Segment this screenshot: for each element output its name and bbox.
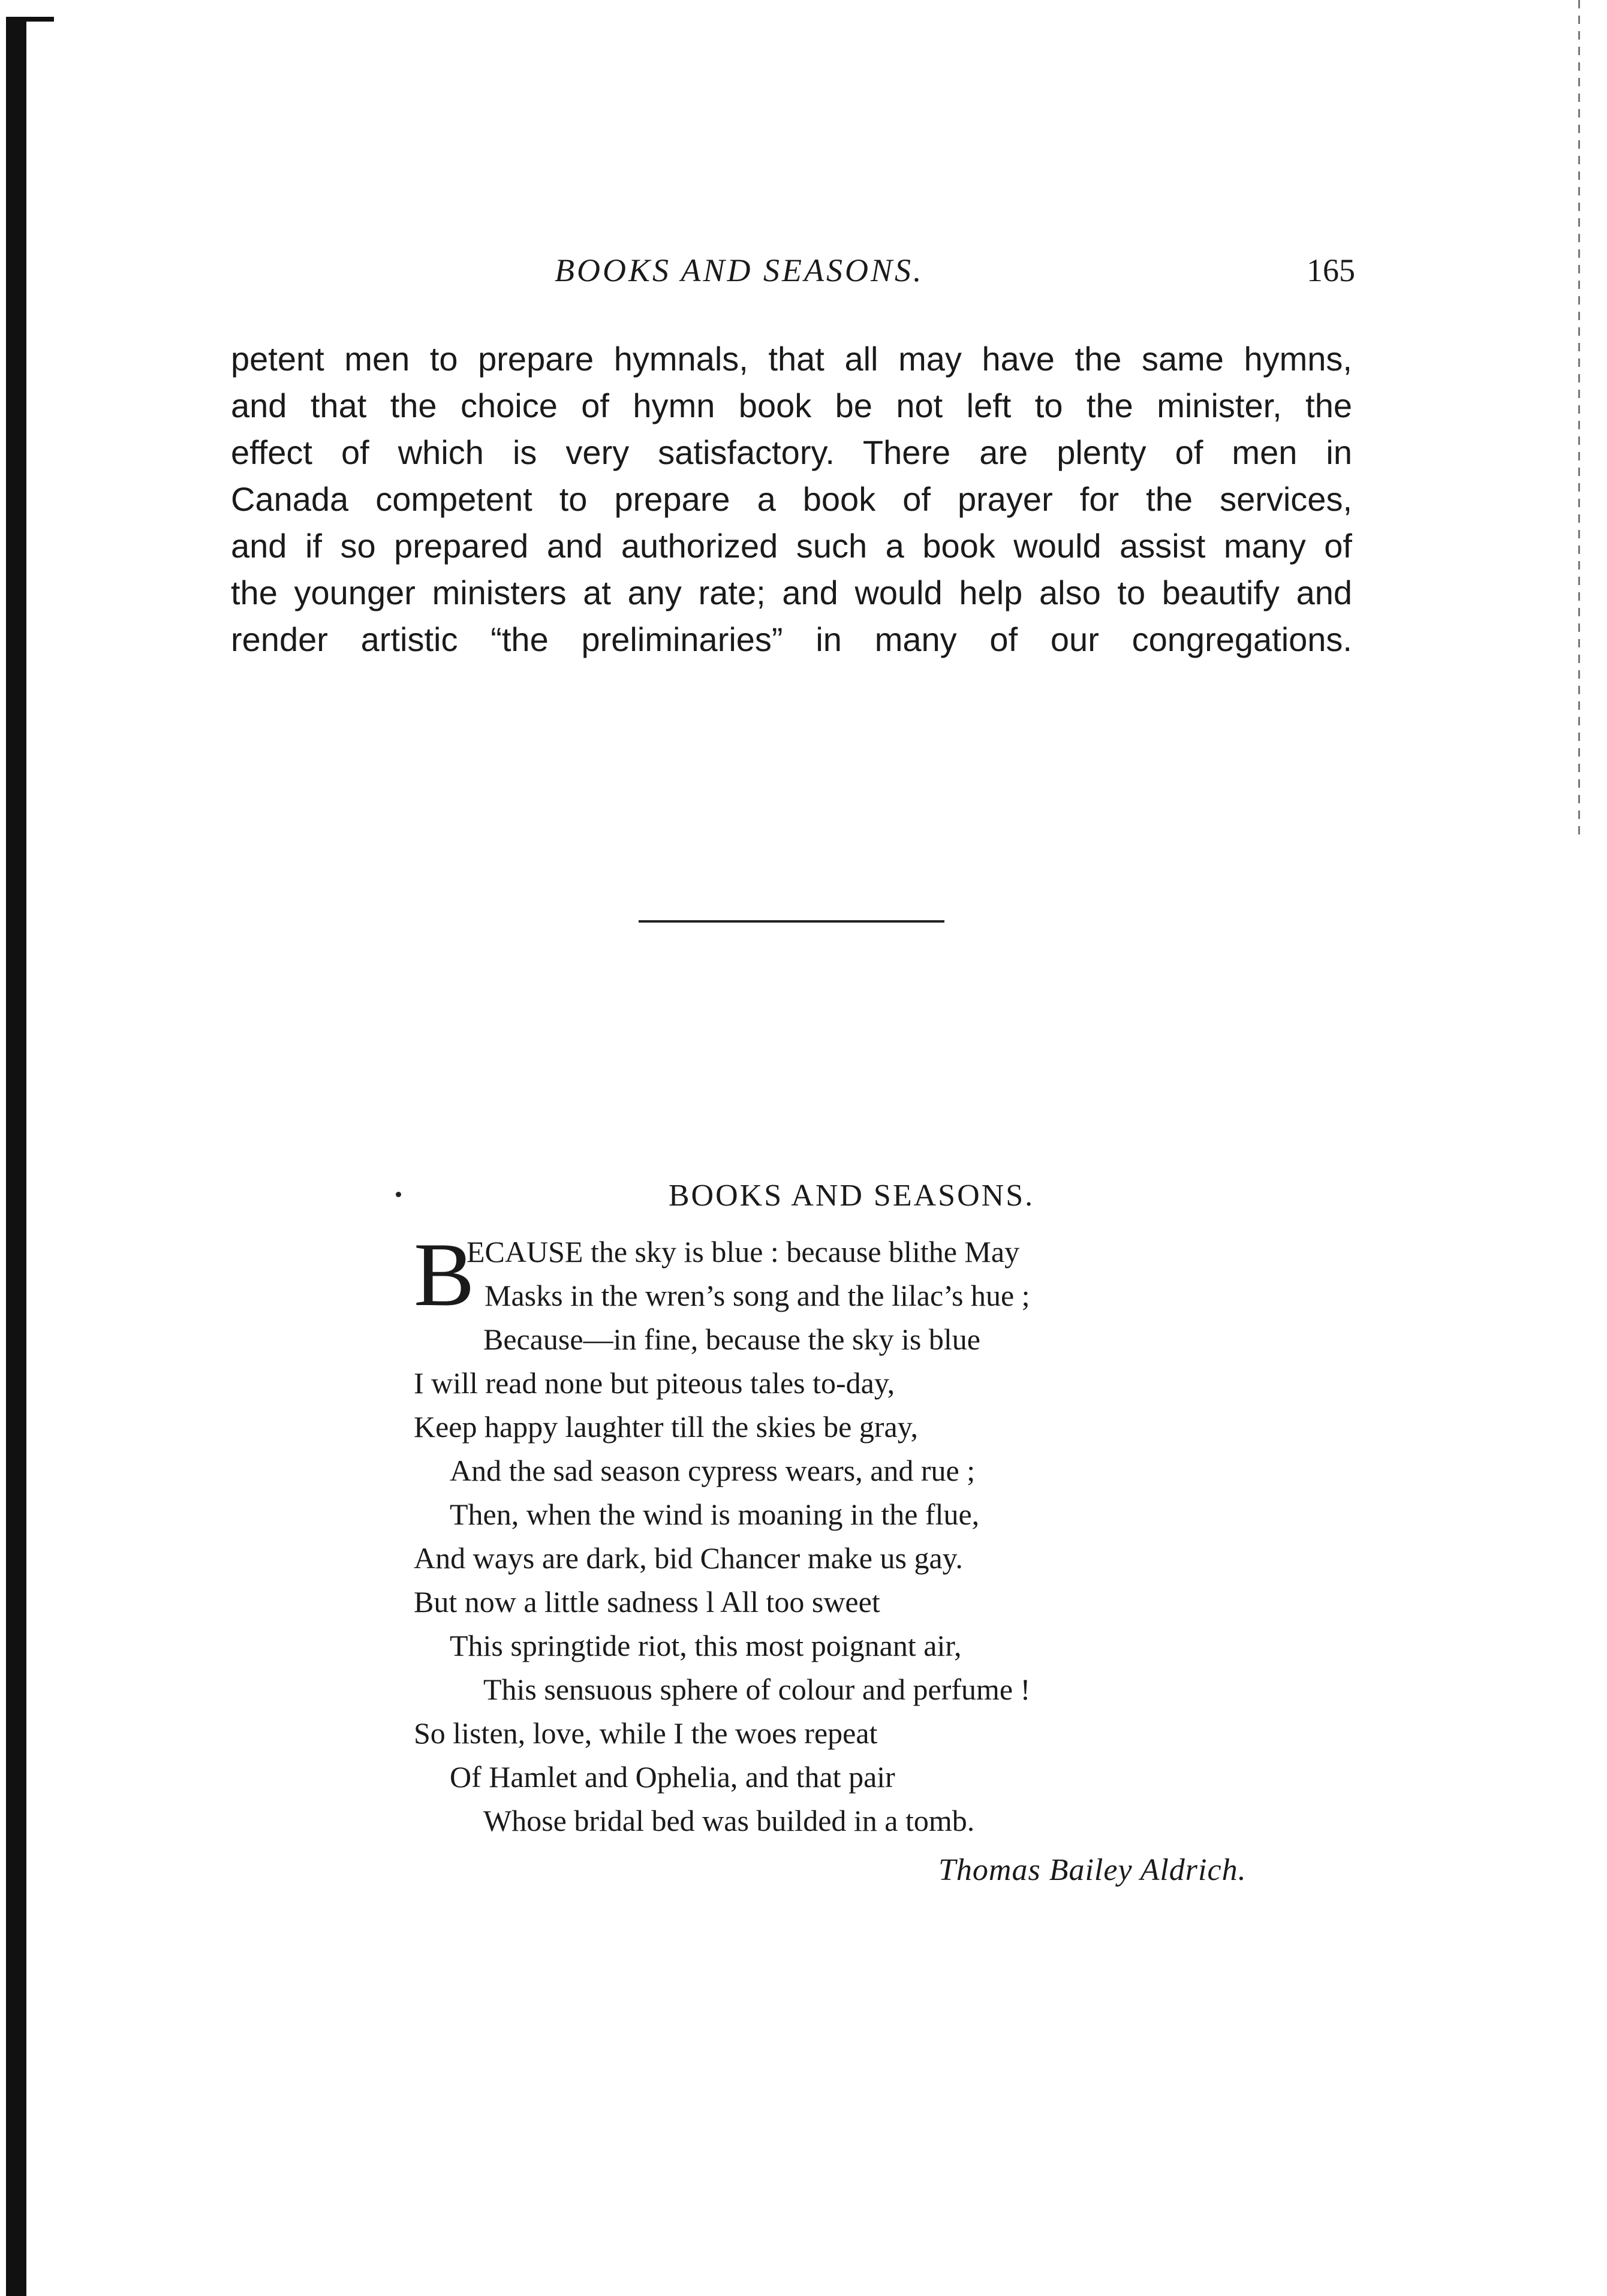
verse-line: Because—in fine, because the sky is blue xyxy=(483,1322,980,1356)
verse-line: So listen, love, while I the woes repeat xyxy=(414,1716,878,1750)
verse-line: Masks in the wren’s song and the lilac’s hue ; xyxy=(484,1279,1030,1312)
poem-title: BOOKS AND SEASONS. xyxy=(668,1179,1035,1213)
verse-line: ECAUSE the sky is blue : because blithe May xyxy=(467,1235,1020,1268)
verse-line: And ways are dark, bid Chancer make us gay. xyxy=(414,1541,963,1575)
verse-line: This sensuous sphere of colour and perfume ! xyxy=(483,1673,1031,1706)
prose-line: petent men to prepare hymnals, that all may have the same hymns, xyxy=(231,340,1352,378)
prose-paragraph xyxy=(231,336,1352,663)
verse-line: I will read none but piteous tales to-day, xyxy=(414,1366,895,1400)
verse-line: Keep happy laughter till the skies be gray, xyxy=(414,1410,918,1444)
verse-line: Whose bridal bed was builded in a tomb. xyxy=(483,1804,975,1837)
page-header xyxy=(228,252,1355,306)
verse-line: Of Hamlet and Ophelia, and that pair xyxy=(450,1760,895,1794)
binding-edge-rule xyxy=(6,18,26,2296)
poem-attribution: Thomas Bailey Aldrich. xyxy=(938,1853,1247,1887)
prose-line: and if so prepared and authorized such a book would assist many of xyxy=(231,527,1352,565)
page-edge-dotted-rule xyxy=(1578,0,1580,839)
section-divider xyxy=(639,920,944,923)
binding-edge-tick xyxy=(6,17,54,22)
drop-cap: B xyxy=(414,1224,475,1325)
verse-line: This springtide riot, this most poignant air, xyxy=(450,1629,962,1662)
verse-line: Then, when the wind is moaning in the flue, xyxy=(450,1497,980,1531)
running-title: BOOKS AND SEASONS. xyxy=(555,252,924,288)
prose-line: the younger ministers at any rate; and would help also to beautify and xyxy=(231,574,1352,611)
prose-line: Canada competent to prepare a book of prayer for the services, xyxy=(231,480,1352,518)
verse-line: And the sad season cypress wears, and rue ; xyxy=(450,1454,976,1487)
prose-line: render artistic “the preliminaries” in many of our congregations. xyxy=(231,620,1352,658)
prose-line: effect of which is very satisfactory. There are plenty of men in xyxy=(231,433,1352,471)
prose-line: and that the choice of hymn book be not left to the minister, the xyxy=(231,387,1352,424)
verse-line: But now a little sadness l All too sweet xyxy=(414,1585,880,1619)
poem xyxy=(414,1224,1313,1843)
page-number: 165 xyxy=(1307,252,1355,288)
